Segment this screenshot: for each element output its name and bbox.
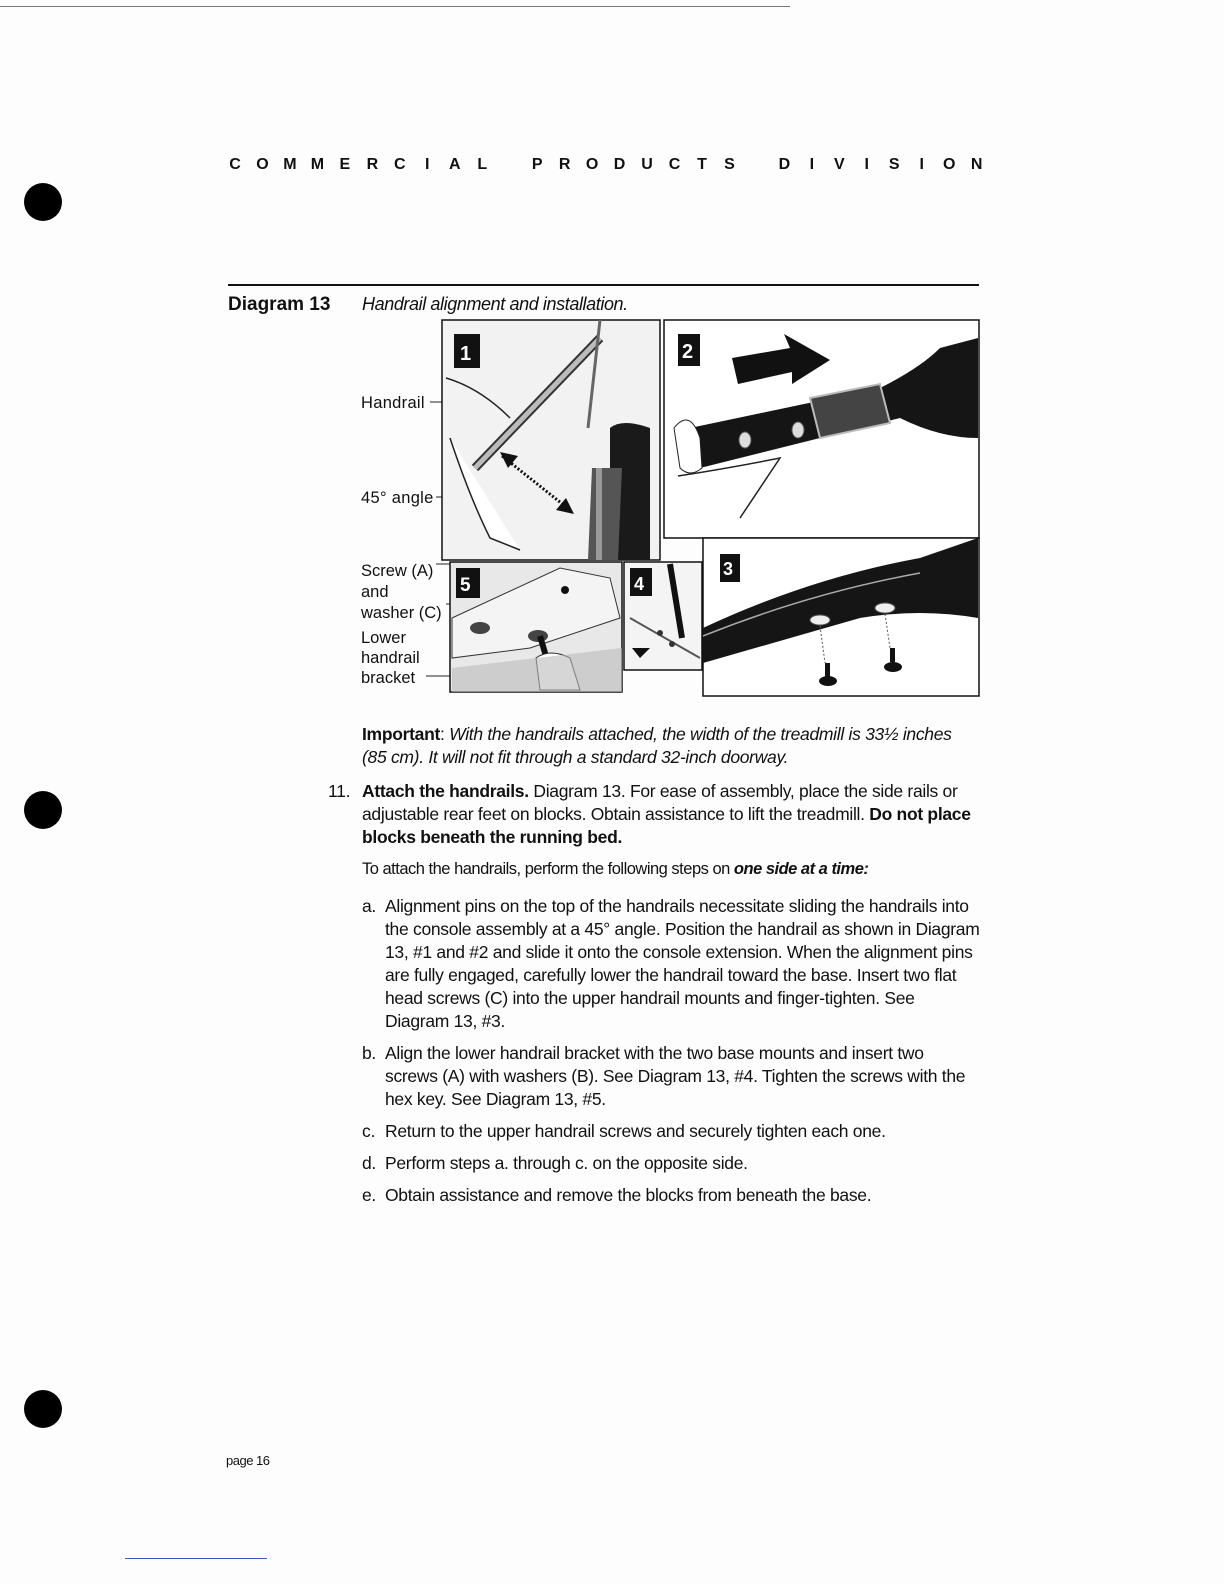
header-letter: I — [919, 156, 924, 173]
header-gap — [503, 156, 517, 174]
header-letter: C — [394, 156, 406, 173]
important-note: Important: With the handrails attached, the width of the treadmill is 33½ inches (85 cm). It will not fit through a standard 32-inch doorway. — [362, 724, 952, 767]
substep-text: Alignment pins on the top of the handrails necessitate sliding the handrails into the console assembly at a 45° angle. Position the handrail as shown in Diagram 13, #1 and #2 and slide it onto the console extension. When the alignment pins are fully engaged, carefully lower the handrail toward the base. Insert two flat head screws (C) into the upper handrail mounts and finger-tighten. See Diagram 13, #3. — [385, 896, 980, 1031]
step-11 — [362, 780, 980, 849]
callout-screw: Screw (A) — [361, 562, 434, 580]
header-letter: O — [585, 156, 599, 173]
panel-2-console-extension — [664, 320, 979, 538]
callout-lower: Lower — [361, 629, 406, 647]
svg-text:2: 2 — [682, 341, 694, 363]
bottom-edge-rule — [125, 1558, 267, 1559]
header-letter: R — [558, 156, 571, 173]
header-letter: D — [778, 156, 791, 173]
substep-text: Perform steps a. through c. on the opposite side. — [385, 1153, 748, 1173]
header-letter: T — [697, 156, 707, 173]
substep-b — [362, 1042, 980, 1111]
step-11-title: Attach the handrails. — [362, 781, 529, 801]
diagram-caption: Handrail alignment and installation. — [362, 294, 628, 314]
header-letter: R — [366, 156, 379, 173]
intro-emphasis: one side at a time: — [733, 860, 869, 878]
svg-text:3: 3 — [723, 559, 734, 579]
callout-45-angle: 45° angle — [361, 489, 434, 507]
substep-text: Align the lower handrail bracket with the two base mounts and insert two screws (A) with washers (B). See Diagram 13, #4. Tighten the screws with the hex key. See Diagram 13, #5. — [385, 1043, 966, 1109]
page-number: page 16 — [226, 1453, 270, 1468]
header-letter: E — [339, 156, 351, 173]
header-letter: A — [448, 156, 461, 173]
top-edge-rule — [0, 6, 790, 7]
substep-letter: c. — [362, 1121, 376, 1141]
callout-and: and — [361, 583, 389, 601]
callout-bracket: bracket — [361, 669, 416, 687]
division-header — [228, 156, 984, 174]
step-11-warning: Do not place blocks beneath the running bed. — [362, 804, 971, 847]
substep-letter: b. — [362, 1043, 376, 1063]
header-letter: M — [283, 156, 297, 173]
important-text: With the handrails attached, the width of the treadmill is 33½ inches (85 cm). It will not fit through a standard 32-inch doorway. — [362, 724, 952, 767]
binder-hole-bottom — [24, 1390, 62, 1428]
substep-e — [362, 1184, 980, 1207]
substep-letter: d. — [362, 1153, 376, 1173]
header-letter: U — [641, 156, 653, 173]
step-number: 11. — [328, 781, 351, 801]
header-letter: I — [864, 156, 869, 173]
substep-a — [362, 895, 980, 1033]
binder-hole-top — [24, 183, 62, 221]
substep-text: Obtain assistance and remove the blocks from beneath the base. — [385, 1185, 872, 1205]
callout-washer: washer (C) — [361, 604, 442, 622]
header-letter: C — [229, 156, 241, 173]
substep-letter: e. — [362, 1185, 376, 1205]
header-letter: I — [809, 156, 815, 173]
steps-intro — [362, 860, 980, 879]
header-letter: L — [477, 156, 488, 173]
handrail-installation-figure — [360, 318, 980, 698]
callout-handrail-2: handrail — [361, 649, 420, 667]
important-label: Important — [362, 724, 440, 744]
binder-hole-middle — [24, 791, 62, 829]
step-11-text: Diagram 13. For ease of assembly, place the side rails or adjustable rear feet on blocks. Obtain assistance to lift the treadmill. — [362, 781, 958, 824]
header-letter: S — [888, 156, 900, 173]
header-letter: S — [724, 156, 735, 173]
header-letter: O — [256, 156, 269, 173]
substep-text: Return to the upper handrail screws and securely tighten each one. — [385, 1121, 886, 1141]
header-letter: O — [942, 156, 956, 173]
header-letter: D — [613, 156, 626, 173]
svg-text:1: 1 — [460, 343, 472, 365]
callout-handrail: Handrail — [361, 394, 425, 412]
header-gap — [750, 156, 764, 174]
substep-letter: a. — [362, 896, 376, 916]
header-letter: I — [425, 156, 430, 173]
substep-d — [362, 1152, 980, 1175]
header-letter: P — [531, 156, 543, 173]
header-letter: C — [668, 156, 681, 173]
header-letter: M — [310, 156, 325, 173]
intro-text: To attach the handrails, perform the following steps on — [362, 860, 730, 878]
header-letter: N — [970, 156, 983, 173]
substep-c — [362, 1120, 980, 1143]
diagram-label: Diagram 13 — [228, 294, 331, 315]
svg-text:5: 5 — [460, 575, 471, 596]
svg-text:4: 4 — [634, 574, 645, 594]
section-rule — [228, 284, 979, 286]
header-letter: V — [833, 156, 845, 173]
panel-3-upper-screws — [703, 538, 979, 696]
